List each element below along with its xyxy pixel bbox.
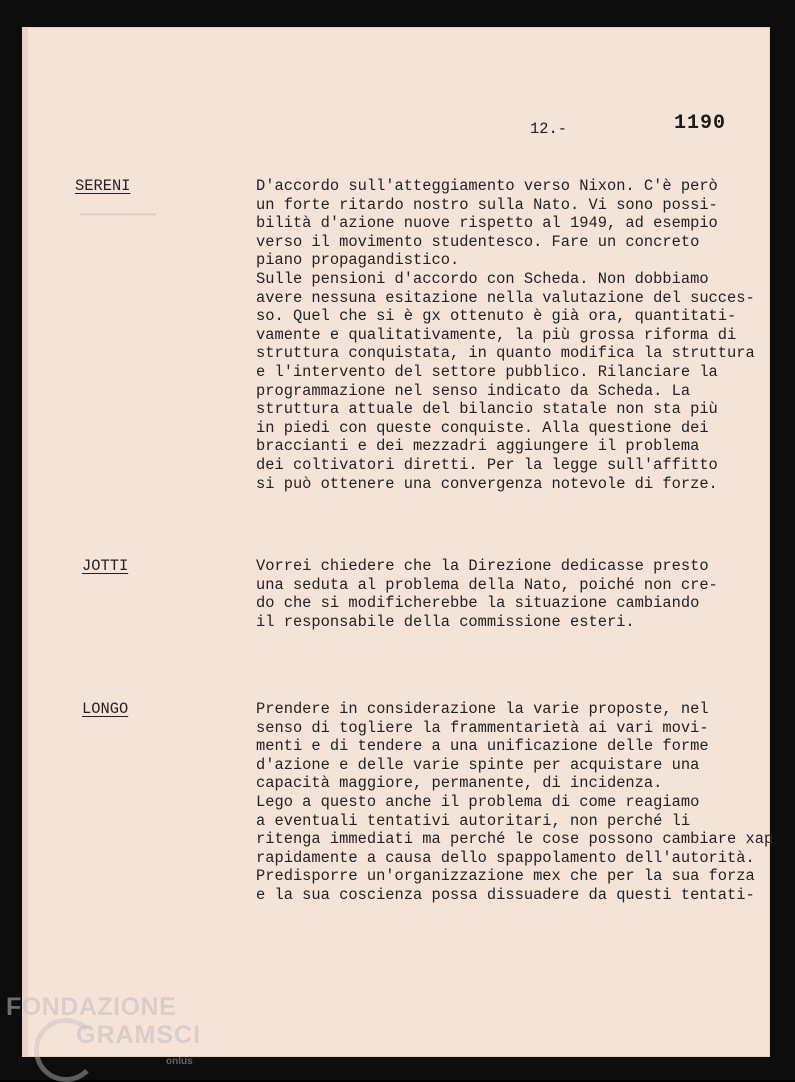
watermark-line2: GRAMSCI xyxy=(76,1021,202,1049)
page-edge xyxy=(22,27,28,1057)
speaker-name-longo: LONGO xyxy=(82,700,129,718)
speaker-text-sereni: D'accordo sull'atteggiamento verso Nixon. C'è però un forte ritardo nostro sulla Nato. Vi sono possi- bilità d'azione nuove rispetto al 1949, ad esempio verso il movimento studentesco. Fare un concreto piano propagandistico. Sulle pensioni d'accordo con Scheda. Non dobbiamo avere nessuna esitazione nella valutazione del succes- so. Quel che si è gx ottenuto è già ora, quantitati- vamente e qualitativamente, la più grossa riforma di struttura conquistata, in quanto modifica la struttura e l'intervento del settore pubblico. Rilanciare la programmazione nel senso indicato da Scheda. La struttura attuale del bilancio statale non sta più in piedi con queste conquiste. Alla questione dei braccianti e dei mezzadri aggiungere il problema dei coltivatori diretti. Per la legge sull'affitto si può ottenere una convergenza notevole di forze. xyxy=(256,177,755,493)
watermark-suffix: onlus xyxy=(166,1056,193,1067)
page-number: 12.- xyxy=(530,120,567,138)
speaker-text-longo: Prendere in considerazione la varie proposte, nel senso di togliere la frammentarietà ai vari movi- menti e di tendere a una unificazione delle forme d'azione e delle varie spinte per acquistare una capacità maggiore, permanente, di incidenza. Lego a questo anche il problema di come reagiamo a eventuali tentativi autoritari, non perché li ritenga immediati ma perché le cose possono cambiare xap rapidamente a causa dello spappolamento dell'autorità. Predisporre un'organizzazione mex che per la sua forza e la sua coscienza possa dissuadere da questi tentati- xyxy=(256,700,774,904)
speaker-name-sereni: SERENI xyxy=(75,177,131,195)
fondazione-gramsci-watermark xyxy=(6,993,202,1067)
watermark-line1: FONDAZIONE xyxy=(6,993,177,1021)
speaker-text-jotti: Vorrei chiedere che la Direzione dedicasse presto una seduta al problema della Nato, poiché non cre- do che si modificherebbe la situazione cambiando il responsabile della commissione esteri. xyxy=(256,557,718,631)
archive-stamp-number: 1190 xyxy=(674,112,727,135)
bleed-through-ghost: ▁▁▁▁▁▁▁▁▁ xyxy=(80,201,156,217)
speaker-name-jotti: JOTTI xyxy=(82,557,129,575)
